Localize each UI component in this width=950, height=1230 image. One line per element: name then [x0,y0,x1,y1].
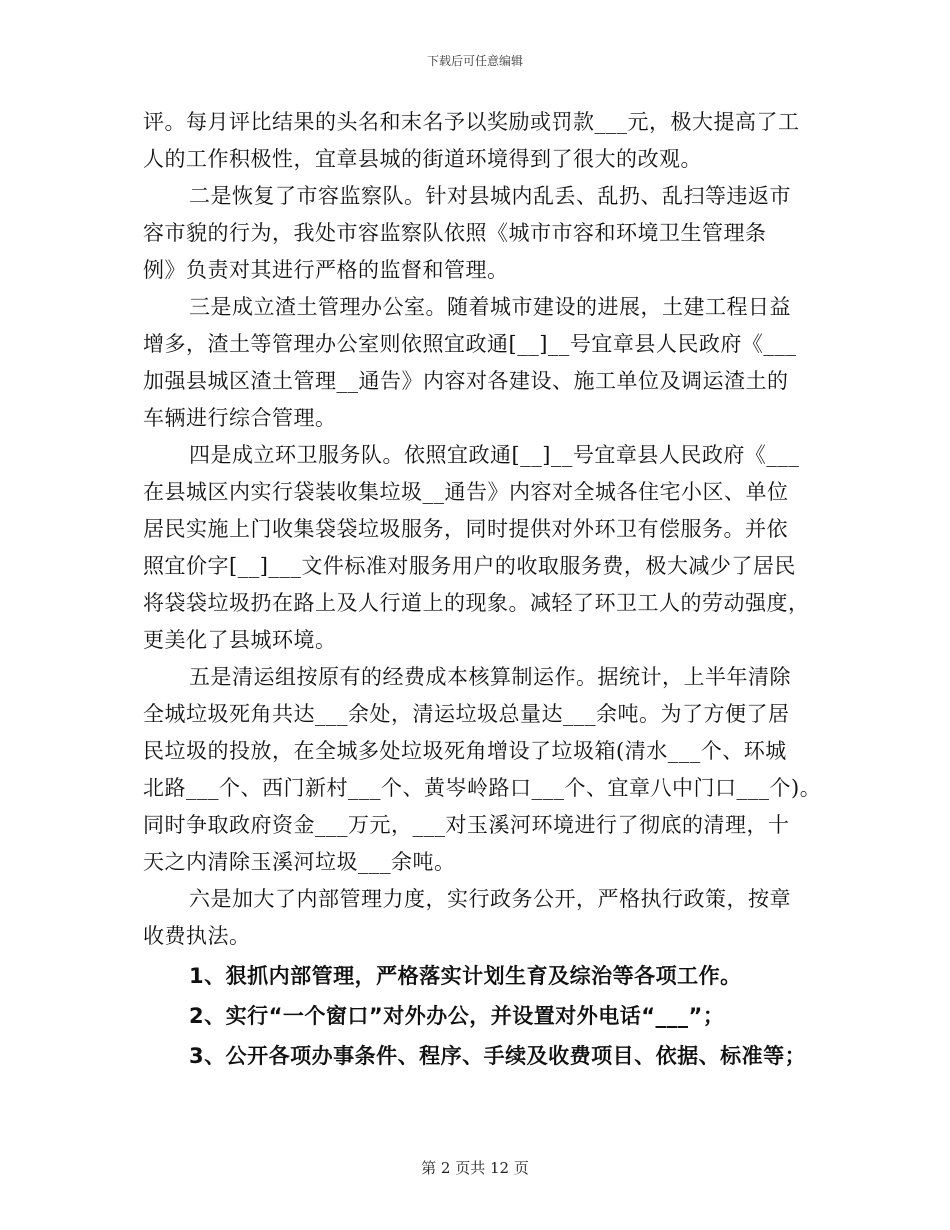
text-line: 增多，渣土等管理办公室则依照宜政通[__]__号宜章县人民政府《___ [143,332,797,356]
text-line: 人的工作积极性，宜章县城的街道环境得到了很大的改观。 [143,147,702,171]
text-line: 天之内清除玉溪河垃圾___余吨。 [143,850,456,874]
list-item: 1、狠抓内部管理，严格落实计划生育及综治等各项工作。 [189,964,742,988]
text-line: 收费执法。 [143,924,251,948]
paragraph-start: 二是恢复了市容监察队。针对县城内乱丢、乱扔、乱扫等违返市 [189,184,791,208]
text-line: 居民实施上门收集袋袋垃圾服务，同时提供对外环卫有偿服务。并依 [143,517,788,541]
text-line: 照宜价字[__]___文件标准对服务用户的收取服务费，极大减少了居民 [143,554,796,578]
text-line: 民垃圾的投放，在全城多处垃圾死角增设了垃圾箱(清水___个、环城 [143,739,787,763]
text-line: 容市貌的行为，我处市容监察队依照《城市市容和环境卫生管理条 [143,221,767,245]
text-line: 将袋袋垃圾扔在路上及人行道上的现象。减轻了环卫工人的劳动强度， [143,591,810,615]
paragraph-start: 五是清运组按原有的经费成本核算制运作。据统计，上半年清除 [189,665,791,689]
page-header: 下载后可任意编辑 [426,54,523,68]
text-line: 同时争取政府资金___万元，___对玉溪河环境进行了彻底的清理，十 [143,813,790,837]
document-body [143,104,822,1075]
text-line: 车辆进行综合管理。 [143,406,337,430]
text-line: 加强县城区渣土管理__通告》内容对各建设、施工单位及调运渣土的 [143,369,789,393]
text-line: 全城垃圾死角共达___余处，清运垃圾总量达___余吨。为了方便了居 [143,702,790,726]
paragraph-start: 三是成立渣土管理办公室。随着城市建设的进展，土建工程日益 [189,295,791,319]
text-line: 例》负责对其进行严格的监督和管理。 [143,258,509,282]
text-line: 评。每月评比结果的头名和末名予以奖励或罚款___元，极大提高了工 [143,110,800,134]
paragraph-start: 六是加大了内部管理力度，实行政务公开，严格执行政策，按章 [189,887,791,911]
list-item: 3、公开各项办事条件、程序、手续及收费项目、依据、标准等； [189,1044,807,1068]
page-footer: 第 2 页共 12 页 [421,1159,529,1177]
text-line: 在县城区内实行袋装收集垃圾__通告》内容对全城各住宅小区、单位 [143,480,789,504]
text-line: 北路___个、西门新村___个、黄岑岭路口___个、宜章八中门口___个)。 [143,776,822,800]
text-line: 更美化了县城环境。 [143,628,337,652]
list-item: 2、实行“一个窗口”对外办公，并设置对外电话“___”； [189,1004,725,1028]
paragraph-start: 四是成立环卫服务队。依照宜政通[__]__号宜章县人民政府《___ [189,443,800,467]
